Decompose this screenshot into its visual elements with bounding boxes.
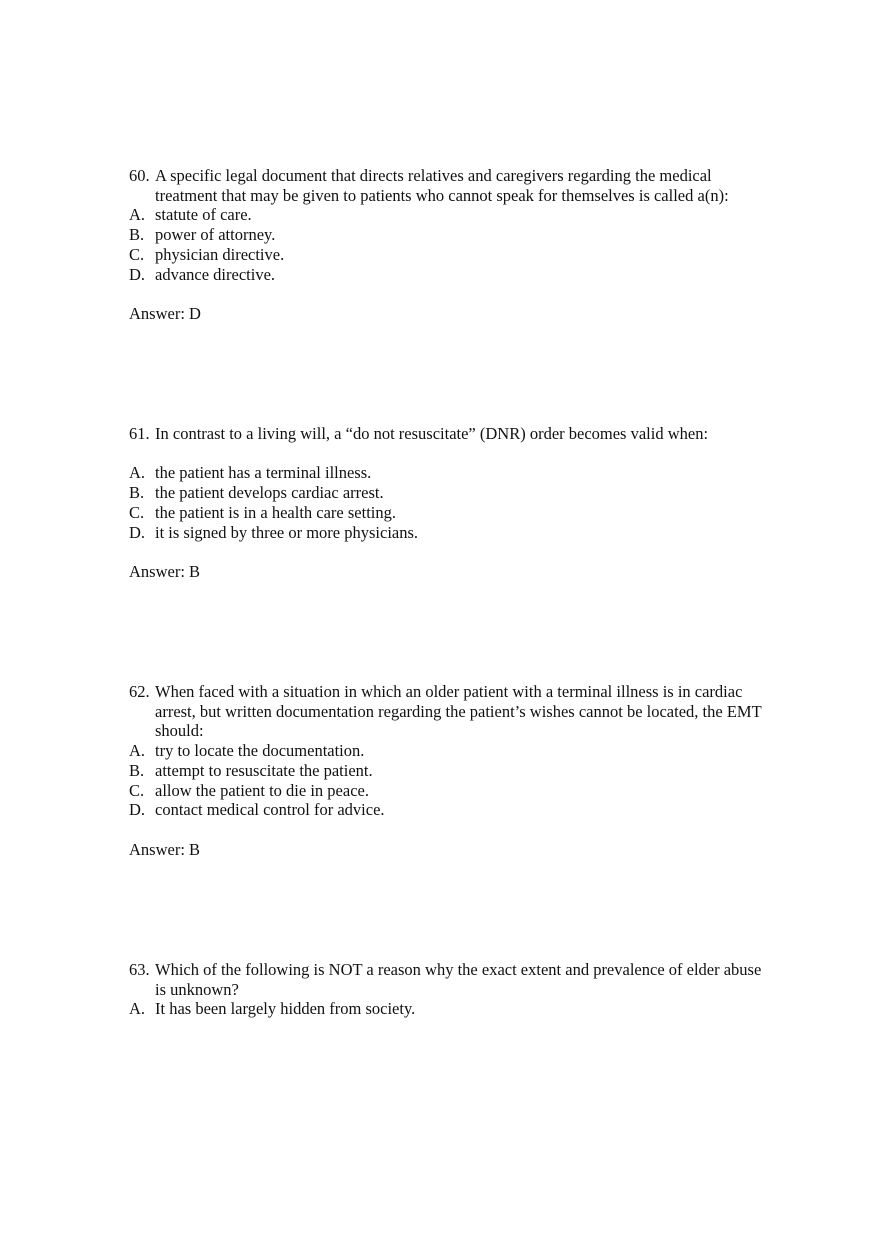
option-letter: C. bbox=[129, 780, 145, 800]
answer-options bbox=[129, 463, 769, 542]
option-text: it is signed by three or more physicians. bbox=[155, 522, 419, 542]
answer-key: Answer: B bbox=[129, 839, 201, 859]
option-d bbox=[129, 523, 769, 543]
option-a bbox=[129, 463, 769, 483]
question-60 bbox=[129, 166, 769, 324]
answer-options bbox=[129, 999, 769, 1019]
question-number: 60. bbox=[129, 166, 150, 185]
question-number: 61. bbox=[129, 424, 150, 443]
question-text: A specific legal document that directs relatives and caregivers regarding the medical treatment that may be given to patients who cannot speak for themselves is called a(n): bbox=[155, 166, 729, 205]
option-b bbox=[129, 761, 769, 781]
option-letter: A. bbox=[129, 463, 146, 483]
option-text: advance directive. bbox=[155, 264, 276, 284]
option-a bbox=[129, 205, 769, 225]
question-stem bbox=[129, 424, 769, 444]
option-b bbox=[129, 483, 769, 503]
option-b bbox=[129, 225, 769, 245]
option-text: allow the patient to die in peace. bbox=[155, 780, 369, 800]
answer-options bbox=[129, 741, 769, 820]
option-a bbox=[129, 999, 769, 1019]
option-text: statute of care. bbox=[155, 205, 252, 225]
option-letter: D. bbox=[129, 800, 146, 820]
question-number: 63. bbox=[129, 960, 150, 979]
question-stem bbox=[129, 682, 769, 741]
option-text: try to locate the documentation. bbox=[155, 741, 365, 761]
spacer bbox=[129, 444, 769, 464]
answer-key: Answer: B bbox=[129, 561, 201, 581]
option-letter: A. bbox=[129, 999, 146, 1019]
option-d bbox=[129, 265, 769, 285]
option-text: It has been largely hidden from society. bbox=[155, 999, 416, 1019]
option-a bbox=[129, 741, 769, 761]
option-text: physician directive. bbox=[155, 244, 285, 264]
option-text: attempt to resuscitate the patient. bbox=[155, 760, 373, 780]
option-letter: A. bbox=[129, 741, 146, 761]
question-61 bbox=[129, 424, 769, 582]
option-letter: B. bbox=[129, 225, 145, 245]
answer-key: Answer: D bbox=[129, 303, 201, 323]
option-text: power of attorney. bbox=[155, 225, 276, 245]
question-63 bbox=[129, 960, 769, 1019]
option-c bbox=[129, 503, 769, 523]
question-62 bbox=[129, 682, 769, 859]
option-d bbox=[129, 800, 769, 820]
option-c bbox=[129, 245, 769, 265]
question-text: In contrast to a living will, a “do not resuscitate” (DNR) order becomes valid when: bbox=[155, 424, 709, 443]
option-letter: B. bbox=[129, 760, 145, 780]
option-letter: D. bbox=[129, 264, 146, 284]
option-letter: B. bbox=[129, 483, 145, 503]
option-letter: D. bbox=[129, 522, 146, 542]
question-stem bbox=[129, 960, 769, 999]
option-text: the patient is in a health care setting. bbox=[155, 502, 396, 522]
option-text: the patient develops cardiac arrest. bbox=[155, 483, 384, 503]
question-text: Which of the following is NOT a reason why the exact extent and prevalence of elder abuse is unknown? bbox=[155, 960, 762, 999]
option-letter: C. bbox=[129, 502, 145, 522]
option-c bbox=[129, 781, 769, 801]
answer-options bbox=[129, 205, 769, 284]
option-text: contact medical control for advice. bbox=[155, 800, 385, 820]
option-text: the patient has a terminal illness. bbox=[155, 463, 372, 483]
question-stem bbox=[129, 166, 769, 205]
question-text: When faced with a situation in which an older patient with a terminal illness is in cardiac arrest, but written documentation regarding the patient’s wishes cannot be located, the EMT should: bbox=[155, 682, 762, 741]
option-letter: C. bbox=[129, 244, 145, 264]
option-letter: A. bbox=[129, 205, 146, 225]
question-number: 62. bbox=[129, 682, 150, 701]
